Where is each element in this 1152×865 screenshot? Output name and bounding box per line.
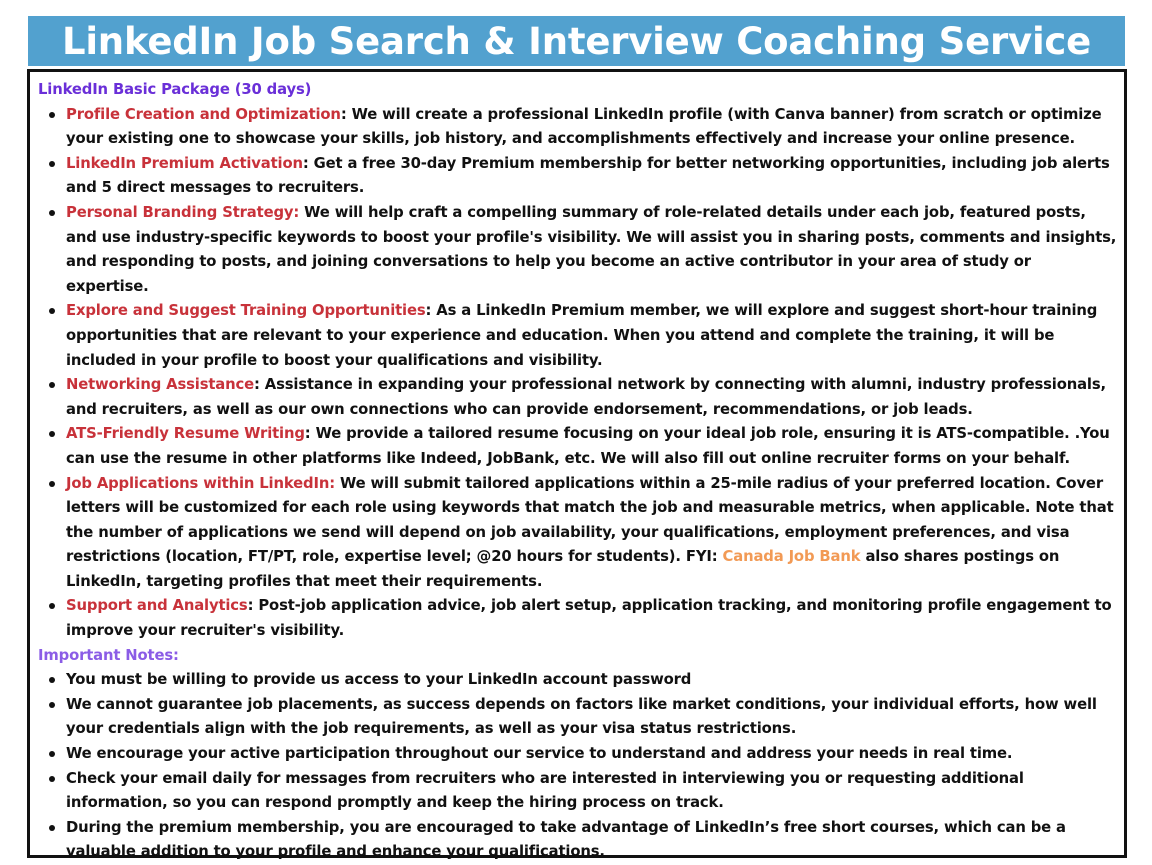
note-item: We cannot guarantee job placements, as success depends on factors like market conditions, your individual efforts, how well your credentials align with the job requirements, as well as your visa status restrictions.: [66, 693, 1118, 742]
item-heading: Job Applications within LinkedIn:: [66, 474, 335, 492]
item-text: : Assistance in expanding your professional network by connecting with alumni, industry professionals, and recruiters, as well as our own connections who can provide endorsement, recommendations, or job leads.: [66, 376, 1106, 418]
item-text: : As a LinkedIn Premium member, we will explore and suggest short-hour training opportunities that are relevant to your experience and education. When you attend and complete the training, it will be included in your profile to boost your qualifications and visibility.: [66, 302, 1098, 369]
item-heading: Profile Creation and Optimization: [66, 105, 341, 123]
note-item: We encourage your active participation throughout our service to understand and address your needs in real time.: [66, 742, 1118, 767]
note-item: Check your email daily for messages from recruiters who are interested in interviewing you or requesting additional information, so you can respond promptly and keep the hiring process on track.: [66, 767, 1118, 816]
item-text: : We will create a professional LinkedIn profile (with Canva banner) from scratch or optimize your existing one to showcase your skills, job history, and accomplishments effectively and increase your online presence.: [66, 105, 1102, 148]
item-heading: Networking Assistance: [66, 376, 255, 394]
item-heading: Explore and Suggest Training Opportunities: [66, 302, 426, 320]
item-heading: Support and Analytics: [66, 597, 248, 615]
package-item-networking: [66, 373, 1118, 422]
note-item: You must be willing to provide us access to your LinkedIn account password: [66, 668, 1118, 693]
package-item-premium: [66, 152, 1118, 201]
package-item-resume: [66, 422, 1118, 471]
item-text: : Post-job application advice, job alert setup, application tracking, and monitoring profile engagement to improve your recruiter's visibility.: [66, 597, 1112, 640]
title-banner: [28, 16, 1125, 66]
notes-title: Important Notes:: [38, 646, 179, 664]
item-text-after: also shares postings on LinkedIn, targeting profiles that meet their requirements.: [66, 548, 1060, 590]
package-item-training: [66, 299, 1118, 373]
note-item: During the premium membership, you are encouraged to take advantage of LinkedIn’s free short courses, which can be a valuable addition to your profile and enhance your qualifications.: [66, 816, 1118, 865]
notes-list: [38, 668, 1118, 865]
content: [38, 78, 1118, 865]
item-text: : Get a free 30-day Premium membership for better networking opportunities, including job alerts and 5 direct messages to recruiters.: [66, 154, 1110, 197]
item-heading: Personal Branding Strategy:: [66, 203, 300, 221]
package-list: [38, 103, 1118, 644]
item-text: : We provide a tailored resume focusing on your ideal job role, ensuring it is ATS-compatible. .You can use the resume in other platforms like Indeed, JobBank, etc. We will also fill out online recruiter forms on your behalf.: [66, 425, 1110, 467]
item-text: We will help craft a compelling summary of role-related details under each job, featured posts, and use industry-specific keywords to boost your profile's visibility. We will assist you in sharing posts, comments and insights, and responding to posts, and joining conversations to help you become an active contributor in your area of study or expertise.: [66, 203, 1117, 295]
package-item-support: [66, 594, 1118, 643]
item-text: We will submit tailored applications within a 25-mile radius of your preferred location. Cover letters will be customized for each role using keywords that match the job and measurable metrics, when applicable. Note that the number of applications we send will depend on job availability, your qualifications, employment preferences, and visa restrictions (location, FT/PT, role, expertise level; @20 hours for students). FYI:: [66, 474, 1114, 566]
package-title: LinkedIn Basic Package (30 days): [38, 81, 312, 98]
item-heading: LinkedIn Premium Activation: [66, 154, 303, 172]
canada-job-bank-link[interactable]: Canada Job Bank: [722, 548, 861, 566]
package-item-profile: [66, 103, 1118, 152]
package-item-applications: [66, 472, 1118, 595]
content-box: [27, 69, 1127, 861]
item-heading: ATS-Friendly Resume Writing: [66, 425, 305, 443]
package-item-branding: [66, 201, 1118, 299]
page-title: LinkedIn Job Search & Interview Coaching Service: [61, 19, 1092, 63]
